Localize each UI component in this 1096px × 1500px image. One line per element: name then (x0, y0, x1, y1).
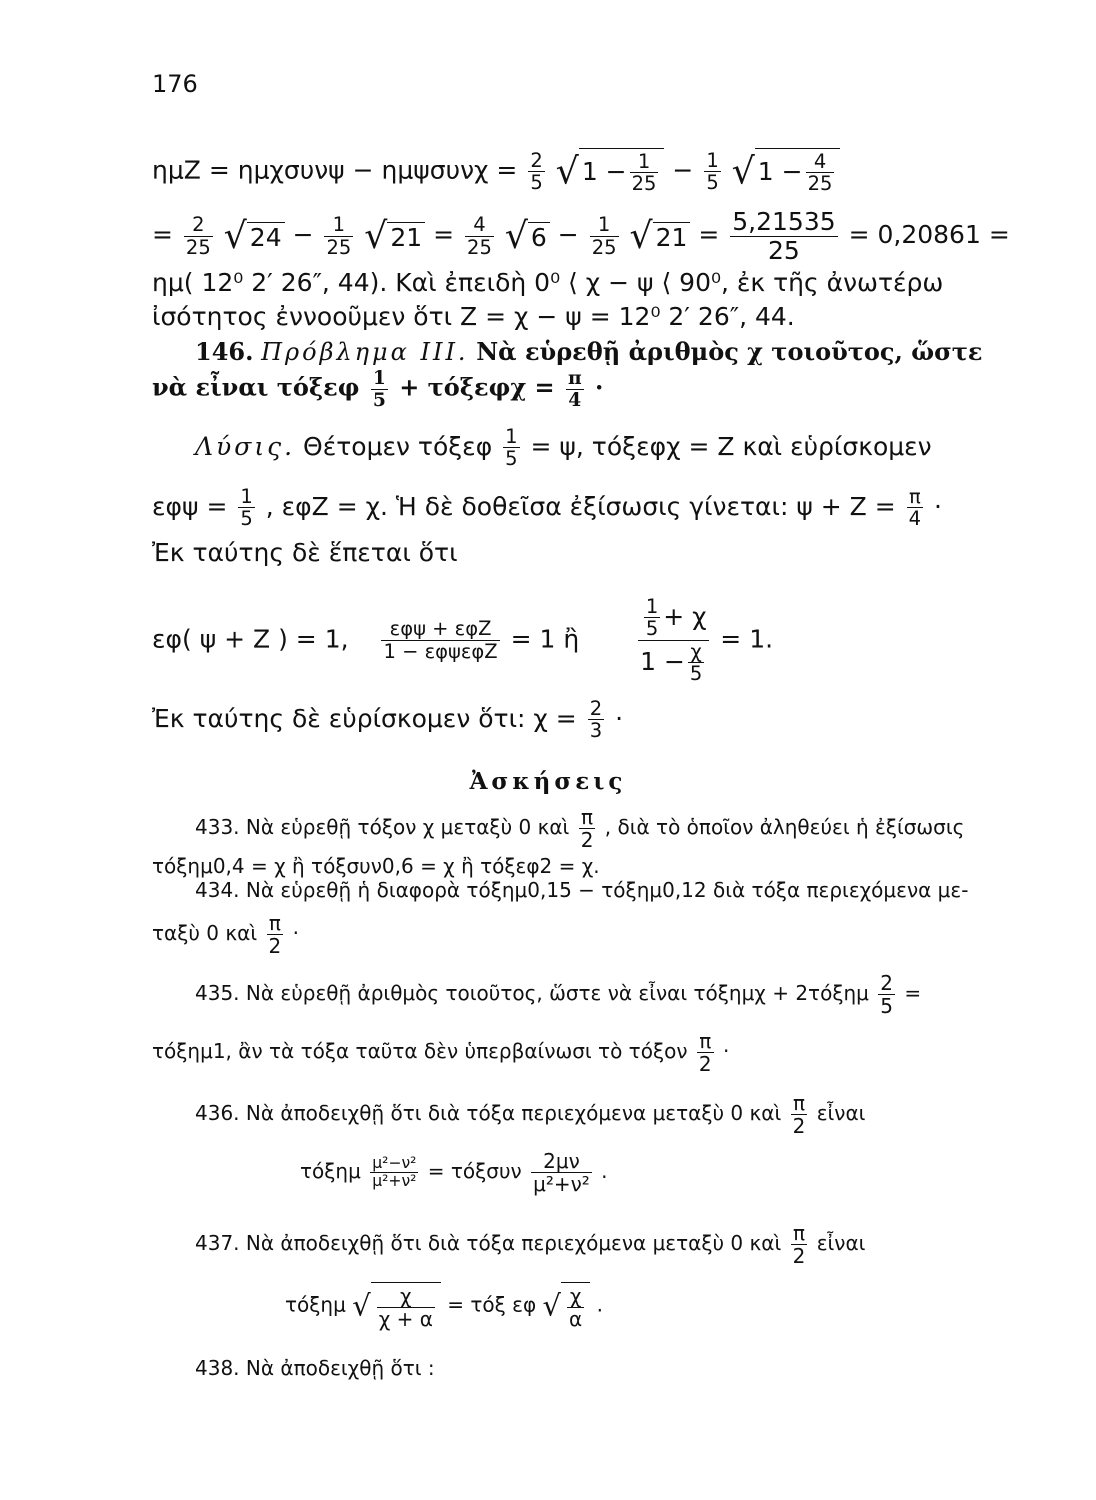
text: 433. Νὰ εὑρεθῇ τόξον χ μεταξὺ 0 καὶ (195, 815, 570, 839)
exercise-435-line2 (152, 1030, 729, 1075)
numerator: π (791, 1092, 808, 1115)
text-line: ἰσότητος ἐννοοῦμεν ὅτι Ζ = χ − ψ = 12⁰ 2′ 26″, 44. (152, 302, 795, 331)
fraction (907, 486, 923, 530)
radicand-text: 1 − (757, 156, 803, 186)
numerator: 2 (530, 148, 543, 172)
text: = τόξσυν (427, 1159, 522, 1183)
denominator: μ²+ν² (533, 1172, 590, 1196)
text-line: Ἐκ ταύτης δὲ ἕπεται ὅτι (152, 538, 458, 567)
numerator: 2 (589, 697, 603, 720)
fraction (644, 596, 660, 640)
text: + χ (663, 601, 707, 631)
solution-line (195, 426, 932, 470)
text: · (615, 703, 624, 733)
numerator: 1 (372, 367, 386, 389)
numerator: π (697, 1030, 714, 1053)
square-root: √ 1 − $\frac{4}{25}$ (732, 148, 841, 195)
denominator: 5 (240, 507, 253, 531)
denominator: 2 (698, 1052, 712, 1076)
fraction (503, 426, 519, 470)
text: . (601, 1159, 608, 1183)
equals-sign: = (433, 220, 455, 249)
square-root: √ 24 (224, 218, 285, 254)
fraction (688, 641, 704, 685)
numerator: 1 (706, 148, 719, 172)
numerator: 1 (645, 595, 659, 618)
text: 436. Νὰ ἀποδειχθῇ ὅτι διὰ τόξα περιεχόμενα μεταξὺ 0 καὶ (195, 1101, 782, 1125)
square-root: √ 21 (364, 218, 425, 254)
text: · (595, 372, 604, 402)
fraction (267, 912, 284, 957)
numerator: π (907, 486, 923, 508)
text: . (596, 1292, 603, 1317)
numerator: χ (567, 1285, 584, 1308)
problem-heading (195, 337, 983, 366)
numerator: χ (688, 641, 704, 663)
minus-sign: − (557, 220, 579, 249)
denominator: 5 (706, 170, 719, 194)
text: τόξημ1, ἂν τὰ τόξα ταῦτα δὲν ὑπερβαίνωσι τὸ τόξον (152, 1039, 688, 1063)
text: ταξὺ 0 καὶ (152, 921, 258, 945)
fraction (697, 1030, 714, 1075)
minus-sign: − (672, 155, 694, 185)
text: , διὰ τὸ ὁποῖον ἀληθεύει ἡ ἐξίσωσις (604, 815, 965, 839)
exercise-437-equation (285, 1282, 603, 1330)
fraction (579, 806, 596, 851)
minus-sign: − (292, 220, 314, 249)
text: · (934, 491, 942, 521)
exercise-433-line2: τόξημ0,4 = χ ἢ τόξσυν0,6 = χ ἢ τόξεφ2 = χ. (152, 854, 600, 878)
denominator: 25 (591, 235, 617, 259)
denominator: 25 (807, 172, 833, 196)
fraction (465, 214, 494, 258)
text-line (152, 698, 623, 742)
fraction (791, 1092, 808, 1137)
denominator: 25 (185, 235, 211, 259)
fraction (531, 1150, 592, 1195)
numerator: π (567, 367, 582, 389)
fraction (566, 368, 584, 410)
exercise-436-equation (300, 1150, 608, 1195)
denominator: 5 (645, 617, 659, 641)
fraction (588, 698, 604, 742)
text-line (152, 486, 942, 530)
solution-label: Λύσις. (195, 431, 296, 461)
text: τόξημ (285, 1292, 346, 1317)
fraction (590, 214, 619, 258)
equals-sign: = (152, 220, 173, 249)
exercise-438: 438. Νὰ ἀποδειχθῇ ὅτι : (195, 1356, 435, 1380)
denominator: 3 (589, 719, 603, 743)
exercise-434: 434. Νὰ εὑρεθῇ ἡ διαφορὰ τόξημ0,15 − τόξημ0,12 διὰ τόξα περιεχόμενα με- (195, 878, 969, 902)
numerator: χ (377, 1285, 435, 1308)
denominator: 1 − εφψεφΖ (383, 639, 498, 663)
text: + τόξεφχ = (399, 372, 555, 402)
denominator: 25 (631, 172, 657, 196)
text: = 1 ἢ (510, 624, 580, 654)
problem-statement (152, 368, 603, 410)
denominator: α (569, 1307, 583, 1331)
denominator: μ²+ν² (372, 1172, 417, 1190)
fraction (878, 972, 895, 1017)
numerator: 1 (590, 214, 619, 236)
denominator: 5 (372, 388, 386, 411)
numerator: 1 (630, 151, 659, 173)
denominator: 25 (768, 235, 800, 265)
square-root: √ 21 (629, 218, 690, 254)
denominator: χ + α (378, 1307, 433, 1331)
fraction (806, 151, 835, 195)
fraction (377, 1285, 435, 1330)
fraction (324, 214, 353, 258)
text: 437. Νὰ ἀποδειχθῇ ὅτι διὰ τόξα περιεχόμενα μεταξὺ 0 καὶ (195, 1231, 782, 1255)
page-number: 176 (152, 70, 198, 98)
exercises-heading: Ἀσκήσεις (469, 768, 627, 795)
denominator: 2 (792, 1114, 806, 1138)
numerator: 2 (184, 214, 213, 236)
text: = (904, 981, 922, 1005)
fraction (528, 150, 544, 194)
denominator: 25 (467, 235, 492, 259)
numerator: 1 (240, 485, 253, 508)
fraction (184, 214, 213, 258)
denominator: 25 (326, 235, 352, 259)
fraction (371, 368, 388, 410)
text: 435. Νὰ εὑρεθῇ ἀριθμὸς τοιοῦτος, ὥστε νὰ εἶναι τόξημχ + 2τόξημ (195, 981, 869, 1005)
text: τόξημ (300, 1159, 361, 1183)
text: = τόξ εφ (447, 1292, 537, 1317)
numerator: π (791, 1222, 808, 1245)
fraction (791, 1222, 808, 1267)
denominator: 2 (792, 1244, 806, 1268)
text: = 1. (720, 624, 774, 654)
text: · (722, 1039, 730, 1063)
exercise-435 (195, 972, 921, 1017)
denominator: 4 (568, 388, 582, 411)
denominator (638, 641, 709, 685)
equation-tan-sum (152, 596, 773, 685)
numerator: 4 (465, 214, 494, 236)
denominator: 5 (530, 170, 543, 194)
denominator: 5 (505, 447, 518, 471)
result-value: = 0,20861 = (848, 220, 1010, 249)
denominator: 5 (880, 994, 893, 1018)
radicand-text: 1 − (581, 156, 627, 186)
text: εφψ = (152, 491, 228, 521)
text: εφ( ψ + Ζ ) = 1, (152, 624, 349, 654)
numerator: 5,21535 (732, 207, 836, 236)
exercise-436 (195, 1092, 865, 1137)
numerator: π (579, 806, 596, 829)
fraction (381, 618, 499, 662)
denominator: 4 (908, 507, 922, 531)
text: Θέτομεν τόξεφ (303, 431, 493, 461)
equals-sign: = (698, 220, 720, 249)
numerator: 4 (806, 151, 835, 173)
text: εἶναι (816, 1101, 866, 1125)
fraction (567, 1285, 584, 1330)
numerator: 1 (505, 425, 518, 448)
numerator: π (267, 912, 284, 935)
fraction (730, 208, 837, 264)
exercise-433 (195, 806, 964, 851)
fraction (630, 151, 659, 195)
exercise-434-line2 (152, 912, 299, 957)
text: · (292, 921, 299, 945)
fraction (704, 150, 720, 194)
denominator: 2 (580, 828, 594, 852)
square-root: √ $\frac{\chi}{\alpha}$ (543, 1282, 591, 1330)
equation-numeric (152, 208, 1010, 264)
equation-sin-z (152, 148, 840, 195)
square-root: √ 1 − $\frac{1}{25}$ (556, 148, 665, 195)
problem-label: Πρόβλημα III. (261, 338, 469, 366)
numerator: 1 (324, 214, 353, 236)
text: εἶναι (816, 1231, 866, 1255)
numerator (638, 596, 709, 641)
numerator: μ²−ν² (372, 1153, 417, 1172)
square-root: √ 6 (505, 218, 550, 254)
problem-number: 146. (195, 337, 254, 366)
fraction (238, 486, 254, 530)
problem-text: Νὰ εὑρεθῇ ἀριθμὸς χ τοιοῦτος, ὥστε (476, 337, 983, 366)
square-root: √ $\frac{\chi}{\chi + \alpha}$ (352, 1282, 441, 1330)
fraction (370, 1155, 418, 1190)
compound-fraction (638, 596, 709, 685)
denominator: 5 (689, 662, 703, 686)
eq1-lhs: ημΖ = ημχσυνψ − ημψσυνχ = (152, 155, 518, 185)
numerator: 2 (880, 971, 893, 995)
numerator: εφψ + εφΖ (381, 618, 499, 640)
text-line: ημ( 12⁰ 2′ 26″, 44). Καὶ ἐπειδὴ 0⁰ ⟨ χ − ψ ⟨ 90⁰, ἐκ τῆς ἀνωτέρω (152, 268, 944, 297)
numerator: 2μν (531, 1150, 592, 1173)
text: νὰ εἶναι τόξεφ (152, 372, 360, 402)
denominator: 2 (268, 934, 282, 958)
text: 1 − (640, 646, 685, 676)
text: Ἐκ ταύτης δὲ εὑρίσκομεν ὅτι: χ = (152, 703, 577, 733)
text: = ψ, τόξεφχ = Ζ καὶ εὑρίσκομεν (530, 431, 932, 461)
text: , εφΖ = χ. Ἡ δὲ δοθεῖσα ἐξίσωσις γίνεται: ψ + Ζ = (265, 491, 896, 521)
exercise-437 (195, 1222, 865, 1267)
